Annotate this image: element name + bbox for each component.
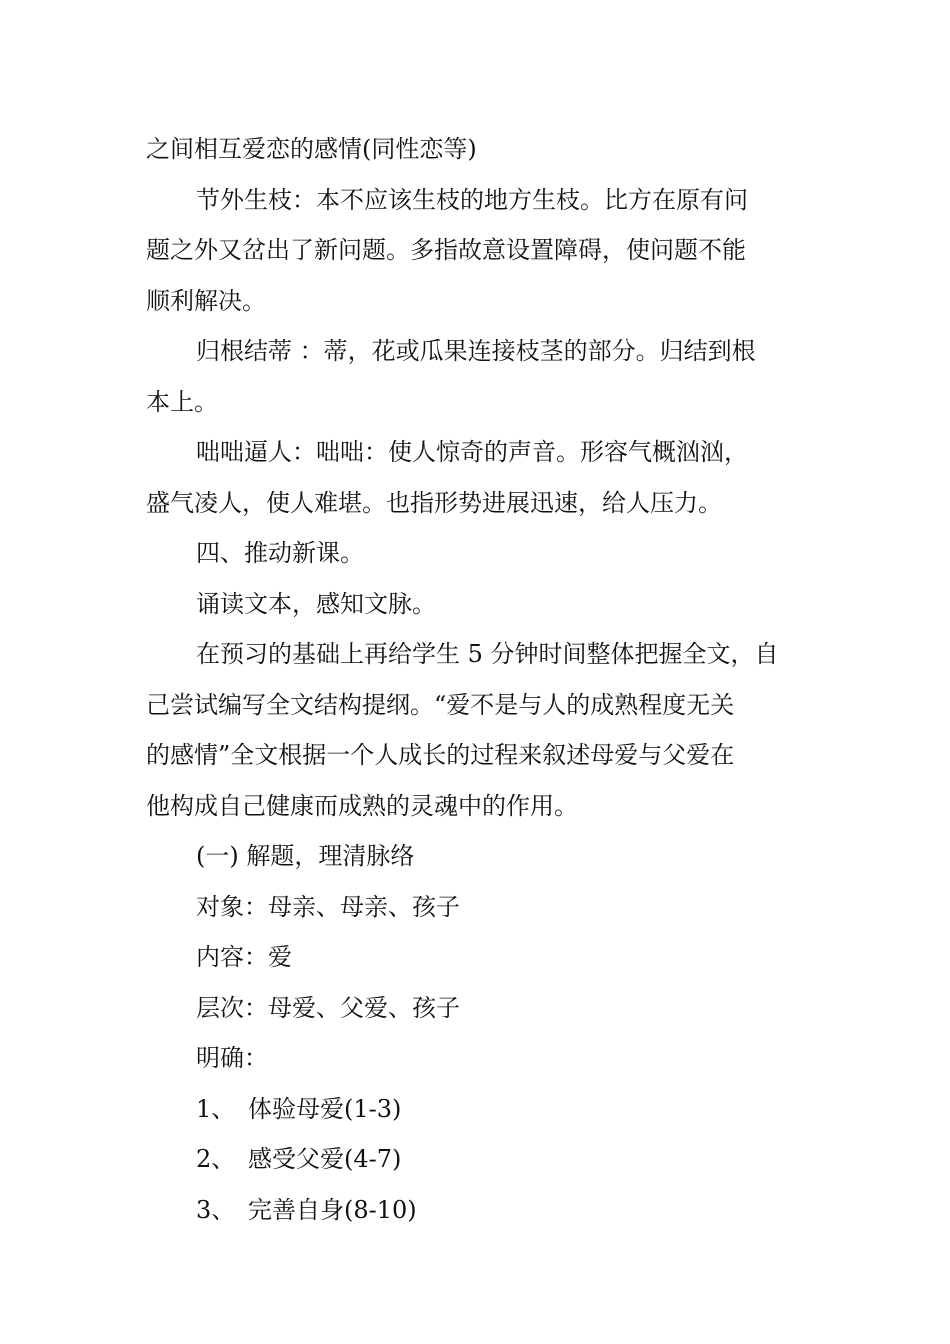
section-heading: 四、推动新课。: [196, 539, 364, 567]
paragraph-line: 归根结蒂 ：蒂，花或瓜果连接枝茎的部分。归结到根: [196, 337, 756, 365]
list-number: 3、: [196, 1195, 236, 1224]
paragraph-line: 的感情”全文根据一个人成长的过程来叙述母爱与父爱在: [146, 741, 735, 769]
paragraph-line: 层次：母爱、父爱、孩子: [196, 993, 460, 1022]
list-item-text: 完善自身(8-10): [248, 1195, 417, 1224]
paragraph-line: 内容：爱: [196, 943, 292, 971]
paragraph-line: 明确：: [196, 1044, 268, 1072]
subsection-heading: (一) 解题，理清脉络: [196, 842, 415, 870]
paragraph-line: 题之外又岔出了新问题。多指故意设置障碍，使问题不能: [146, 236, 746, 264]
paragraph-line: 诵读文本，感知文脉。: [196, 589, 436, 618]
document-body: [146, 124, 810, 1235]
list-item-text: 体验母爱(1-3): [248, 1094, 402, 1123]
paragraph-line: 在预习的基础上再给学生 5 分钟时间整体把握全文，自: [196, 640, 779, 668]
list-number: 2、: [196, 1145, 236, 1173]
paragraph-line: 己尝试编写全文结构提纲。“爱不是与人的成熟程度无关: [146, 690, 735, 719]
paragraph-line: 之间相互爱恋的感情(同性恋等): [146, 135, 477, 163]
paragraph-line: 节外生枝：本不应该生枝的地方生枝。比方在原有问: [196, 185, 748, 214]
list-item: [146, 1084, 810, 1135]
list-item: [146, 1185, 810, 1236]
paragraph-line: 本上。: [146, 387, 218, 416]
list-item-text: 感受父爱(4-7): [248, 1145, 402, 1173]
list-item: [146, 1134, 810, 1185]
paragraph-line: 咄咄逼人：咄咄：使人惊奇的声音。形容气概汹汹，: [196, 438, 748, 466]
paragraph-line: 他构成自己健康而成熟的灵魂中的作用。: [146, 791, 578, 820]
list-number: 1、: [196, 1094, 236, 1123]
paragraph-line: 顺利解决。: [146, 286, 266, 315]
paragraph-line: 盛气凌人，使人难堪。也指形势进展迅速，给人压力。: [146, 488, 722, 517]
paragraph-line: 对象：母亲、母亲、孩子: [196, 892, 460, 921]
